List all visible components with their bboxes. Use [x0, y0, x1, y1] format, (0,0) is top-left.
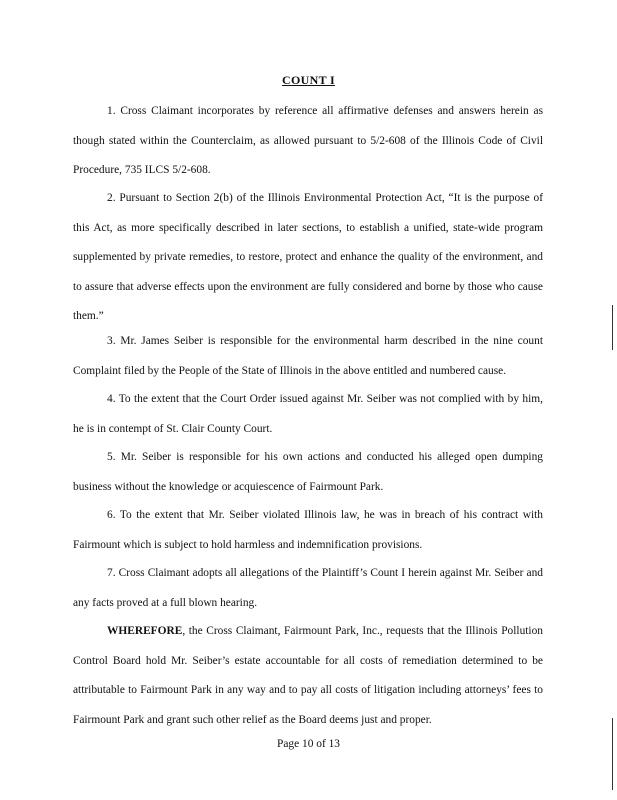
page-number: Page 10 of 13: [277, 738, 340, 750]
wherefore-lead: WHEREFORE: [107, 625, 183, 637]
paragraph-7: 7. Cross Claimant adopts all allegations of the Plaintiff’s Count I herein against Mr. Seiber and any facts proved at a full blown hearing.: [73, 567, 543, 609]
wherefore-text: , the Cross Claimant, Fairmount Park, Inc., requests that the Illinois Pollution Control Board hold Mr. Seiber’s estate accountable for all costs of remediation determined to be attributable to Fairmount Park in any way and to pay all costs of litigation including attorneys’ fees to Fairmount Park and grant such other relief as the Board deems just and proper.: [73, 625, 543, 726]
paragraph-2: 2. Pursuant to Section 2(b) of the Illinois Environmental Protection Act, “It is the purpose of this Act, as more specifically described in later sections, to establish a unified, state-wide program supplemented by private remedies, to restore, protect and enhance the quality of the environment, and to assure that adverse effects upon the environment are fully considered and borne by those who cause them.”: [73, 192, 543, 322]
scan-edge-mark: [612, 718, 613, 790]
paragraph-4: 4. To the extent that the Court Order issued against Mr. Seiber was not complied with by him, he is in contempt of St. Clair County Court.: [73, 393, 543, 435]
wherefore-paragraph: [73, 617, 543, 735]
paragraph-5: 5. Mr. Seiber is responsible for his own actions and conducted his alleged open dumping business without the knowledge or acquiescence of Fairmount Park.: [73, 451, 543, 493]
paragraph-1: 1. Cross Claimant incorporates by reference all affirmative defenses and answers herein as though stated within the Counterclaim, as allowed pursuant to 5/2-608 of the Illinois Code of Civil Procedure, 735 ILCS 5/2-608.: [73, 105, 543, 176]
paragraph-6: 6. To the extent that Mr. Seiber violated Illinois law, he was in breach of his contract with Fairmount which is subject to hold harmless and indemnification provisions.: [73, 509, 543, 551]
scan-edge-mark: [612, 305, 613, 350]
page-title: COUNT I: [282, 73, 335, 87]
paragraph-3: 3. Mr. James Seiber is responsible for the environmental harm described in the nine count Complaint filed by the People of the State of Illinois in the above entitled and numbered cause.: [73, 335, 543, 377]
